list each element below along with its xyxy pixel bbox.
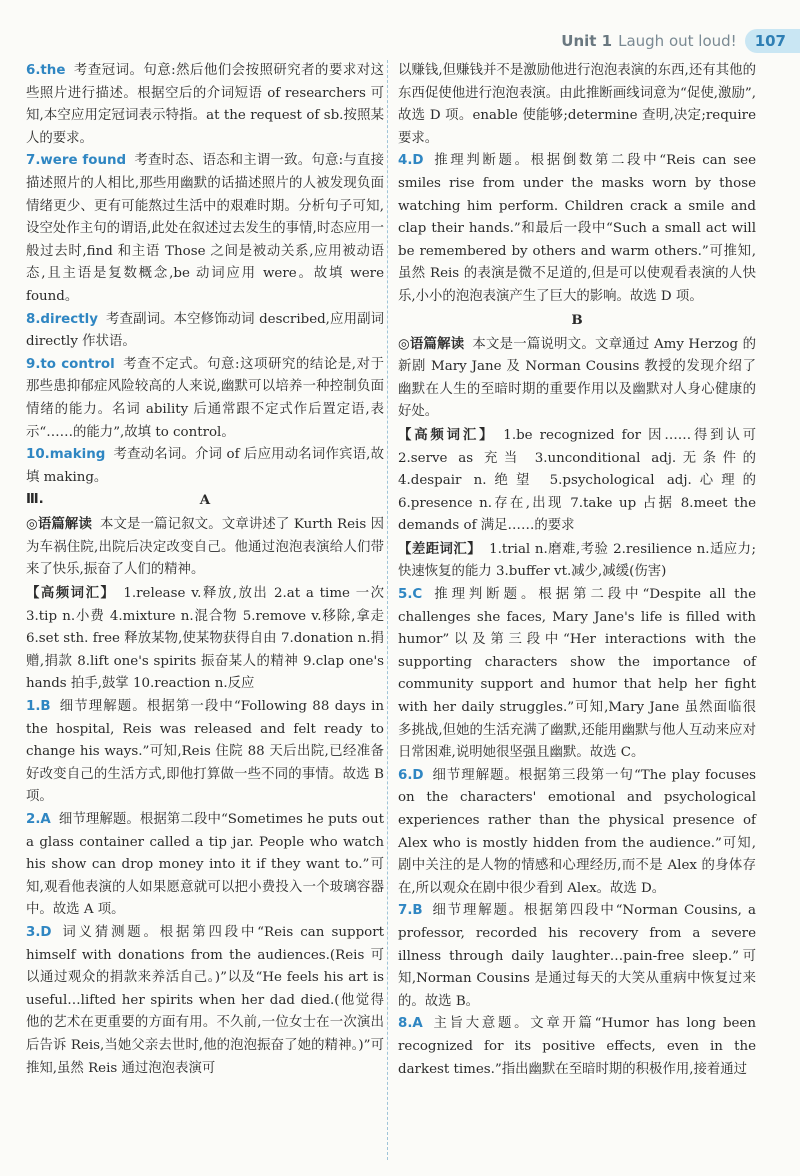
section-heading [398,309,756,333]
answer-item [26,809,384,922]
answer-item [26,150,384,308]
item-text: 细节理解题。根据第四段中“Norman Cousins, a professor, recorded his recovery from a severe illness through daily laughter…pain-free sleep.”可知,Norman Cousins 是通过每天的大笑从重病中恢复过来的。故选 B。 [398,903,756,1009]
item-text: 主旨大意题。文章开篇“Humor has long been recognized for its positive effects, even in the darkest times.”指出幽默在至暗时期的积极作用,接着通过 [398,1016,756,1077]
item-number: 4. [398,153,413,169]
item-text: 推理判断题。根据第二段中“Despite all the challenges she faces, Mary Jane's life is filled with humor”以及第三段中“Her interactions with the supporting characters show the importance of community support and humor that help her fight with her daily struggles.”可知,Mary Jane 虽然面临很多挑战,但她的生活充满了幽默,还能用幽默与他人互动来应对日常困难,说明她很坚强且幽默。故选 C。 [398,587,756,761]
column-divider [387,60,388,1160]
item-number: 7. [26,153,41,169]
answer: A [40,812,51,827]
answer-item [26,309,384,354]
item-number: 8. [398,1016,413,1032]
left-column [26,60,384,1080]
block-label: 【差距词汇】 [398,540,482,557]
item-text: 细节理解题。根据第二段中“Sometimes he puts out a glass container called a tip jar. People who watch his show can drop money into it if they want to.”可知,观看他表演的人如果愿意就可以把小费投入一个玻璃容器中。故选 A 项。 [26,812,384,918]
item-text: 考查冠词。句意:然后他们会按照研究者的要求对这些照片进行描述。根据空后的介词短语 of researchers 可知,本空应用定冠词表示特指。at the request of sb.按照某人的要求。 [26,63,384,146]
item-text: 以赚钱,但赚钱并不是激励他进行泡泡表演的东西,还有其他的东西促使他进行泡泡表演。由此推断画线词意为“促使,激励”,故选 D 项。enable 使能够;determine 查明,决定;require 要求。 [398,63,756,146]
answer: B [40,699,51,715]
answer-item [26,696,384,809]
answer: D [40,924,52,940]
item-number: 6. [398,767,413,783]
block-label: ◎语篇解读 [398,335,465,352]
answer-item [398,1013,756,1081]
info-block [398,538,756,584]
info-block [26,582,384,696]
section-letter: B [571,311,583,328]
answer: to control [40,356,115,372]
answer-item [26,354,384,444]
section-heading [26,489,384,513]
answer: were found [40,153,127,169]
item-number: 5. [398,587,413,603]
item-text: 考查副词。本空修饰动词 described,应用副词 directly 作状语。 [26,311,384,350]
answer-item [26,444,384,489]
answer: D [412,153,424,169]
item-text: 推理判断题。根据倒数第二段中“Reis can see smiles rise from under the masks worn by those watching him perform. Children crack a smile and clap their hands.”和最后一段中“Such a small act will be remembered by others and warm others.”可推知,虽然 Reis 的表演是微不足道的,但是可以使观看表演的人快乐,小小的泡泡表演产生了巨大的影响。故选 D 项。 [398,153,756,304]
item-text: 细节理解题。根据第一段中“Following 88 days in the hospital, Reis was released and felt ready to change his ways.”可知,Reis 住院 88 天后出院,已经准备好改变自己的生活方式,即他打算做一些不同的事情。故选 B 项。 [26,699,384,805]
item-number: 9. [26,356,41,372]
item-text: 考查动名词。介词 of 后应用动名词作宾语,故填 making。 [26,447,384,485]
answer: the [40,63,66,78]
item-text: 细节理解题。根据第三段第一句“The play focuses on the characters' emotional and psychological experiences rather than the physical presence of Alex who is mostly hidden from the audience.”可知,剧中关注的是人物的情感和心理经历,而不是 Alex 的身体存在,所以观众在剧中很少看到 Alex。故选 D。 [398,767,756,896]
item-text: 1.release v.释放,放出 2.at a time 一次 3.tip n.小费 4.mixture n.混合物 5.remove v.移除,拿走 6.set sth. free 释放某物,使某物获得自由 7.donation n.捐赠,捐款 8.lift one's spirits 振奋某人的精神 9.clap one's hands 拍手,鼓掌 10.reaction n.反应 [26,586,384,692]
right-column [398,60,756,1081]
section-number: Ⅲ. [26,492,44,508]
item-text: 考查时态、语态和主谓一致。句意:与直接描述照片的人相比,那些用幽默的话描述照片的人被发现负面情绪更少、更有可能熬过生活中的艰难时期。分析句子可知,设空处作主句的谓语,此处在叙述过去发生的事情,时态应用一般过去时,find 和主语 Those 之间是被动关系,应用被动语态,且主语是复数概念,be 动词应用 were。故填 were found。 [26,153,385,304]
answer-item [26,922,384,1080]
item-number: 7. [398,903,413,919]
answer-item [398,584,756,765]
item-number: 8. [26,311,41,327]
answer-item [398,765,756,901]
page-number: 107 [745,29,800,53]
answer: A [412,1016,423,1032]
answer: D [412,767,424,783]
item-number: 2. [26,812,41,827]
text-block [398,60,756,150]
item-number: 10. [26,447,50,463]
item-text: 考查不定式。句意:这项研究的结论是,对于那些患抑郁症风险较高的人来说,幽默可以培养一种控制负面情绪的能力。名词 ability 后通常跟不定式作后置定语,表示“……的能力”,故填 to control。 [26,356,384,440]
item-text: 1.trial n.磨难,考验 2.resilience n.适应力;快速恢复的能力 3.buffer vt.减少,减缓(伤害) [398,541,757,580]
item-number: 3. [26,924,41,940]
answer: making [49,447,106,463]
section-letter: A [199,492,211,509]
item-text: 1.be recognized for 因……得到认可 2.serve as 充当 3.unconditional adj.无条件的 4.despair n.绝望 5.psychological adj.心理的 6.presence n.存在,出现 7.take up 占据 8.meet the demands of 满足……的要求 [398,427,756,534]
info-block [398,333,756,424]
answer-item [398,150,756,308]
page-header [561,28,800,54]
info-block [398,424,756,538]
item-number: 6. [26,63,41,78]
item-text: 词义猜测题。根据第四段中“Reis can support himself with donations from the audiences.(Reis 可以通过观众的捐款来养活自己。)”以及“He feels his art is useful…lifted her spirits when her dad died.(他觉得他的艺术在更重要的方面有用。不久前,一位女士在一次演出后告诉 Reis,当她父亲去世时,他的泡泡振奋了她的精神。)”可推知,虽然 Reis 通过泡泡表演可 [26,924,384,1076]
block-label: ◎语篇解读 [26,516,92,533]
item-number: 1. [26,699,41,715]
item-text: 本文是一篇说明文。文章通过 Amy Herzog 的新剧 Mary Jane 及 Norman Cousins 教授的发现介绍了幽默在人生的至暗时期的重要作用以及幽默对人身心健康的好处。 [398,336,756,420]
answer: directly [40,311,98,327]
block-label: 【高频词汇】 [398,426,496,443]
item-text: 本文是一篇记叙文。文章讲述了 Kurth Reis 因为车祸住院,出院后决定改变自己。他通过泡泡表演给人们带来了快乐,振奋了人们的精神。 [26,517,385,578]
block-label: 【高频词汇】 [26,585,116,602]
answer: C [412,587,423,603]
answer-item [398,900,756,1013]
answer: B [412,903,423,919]
info-block [26,513,384,582]
unit-title: Unit 1 Laugh out loud! [561,32,737,50]
answer-item [26,60,384,150]
